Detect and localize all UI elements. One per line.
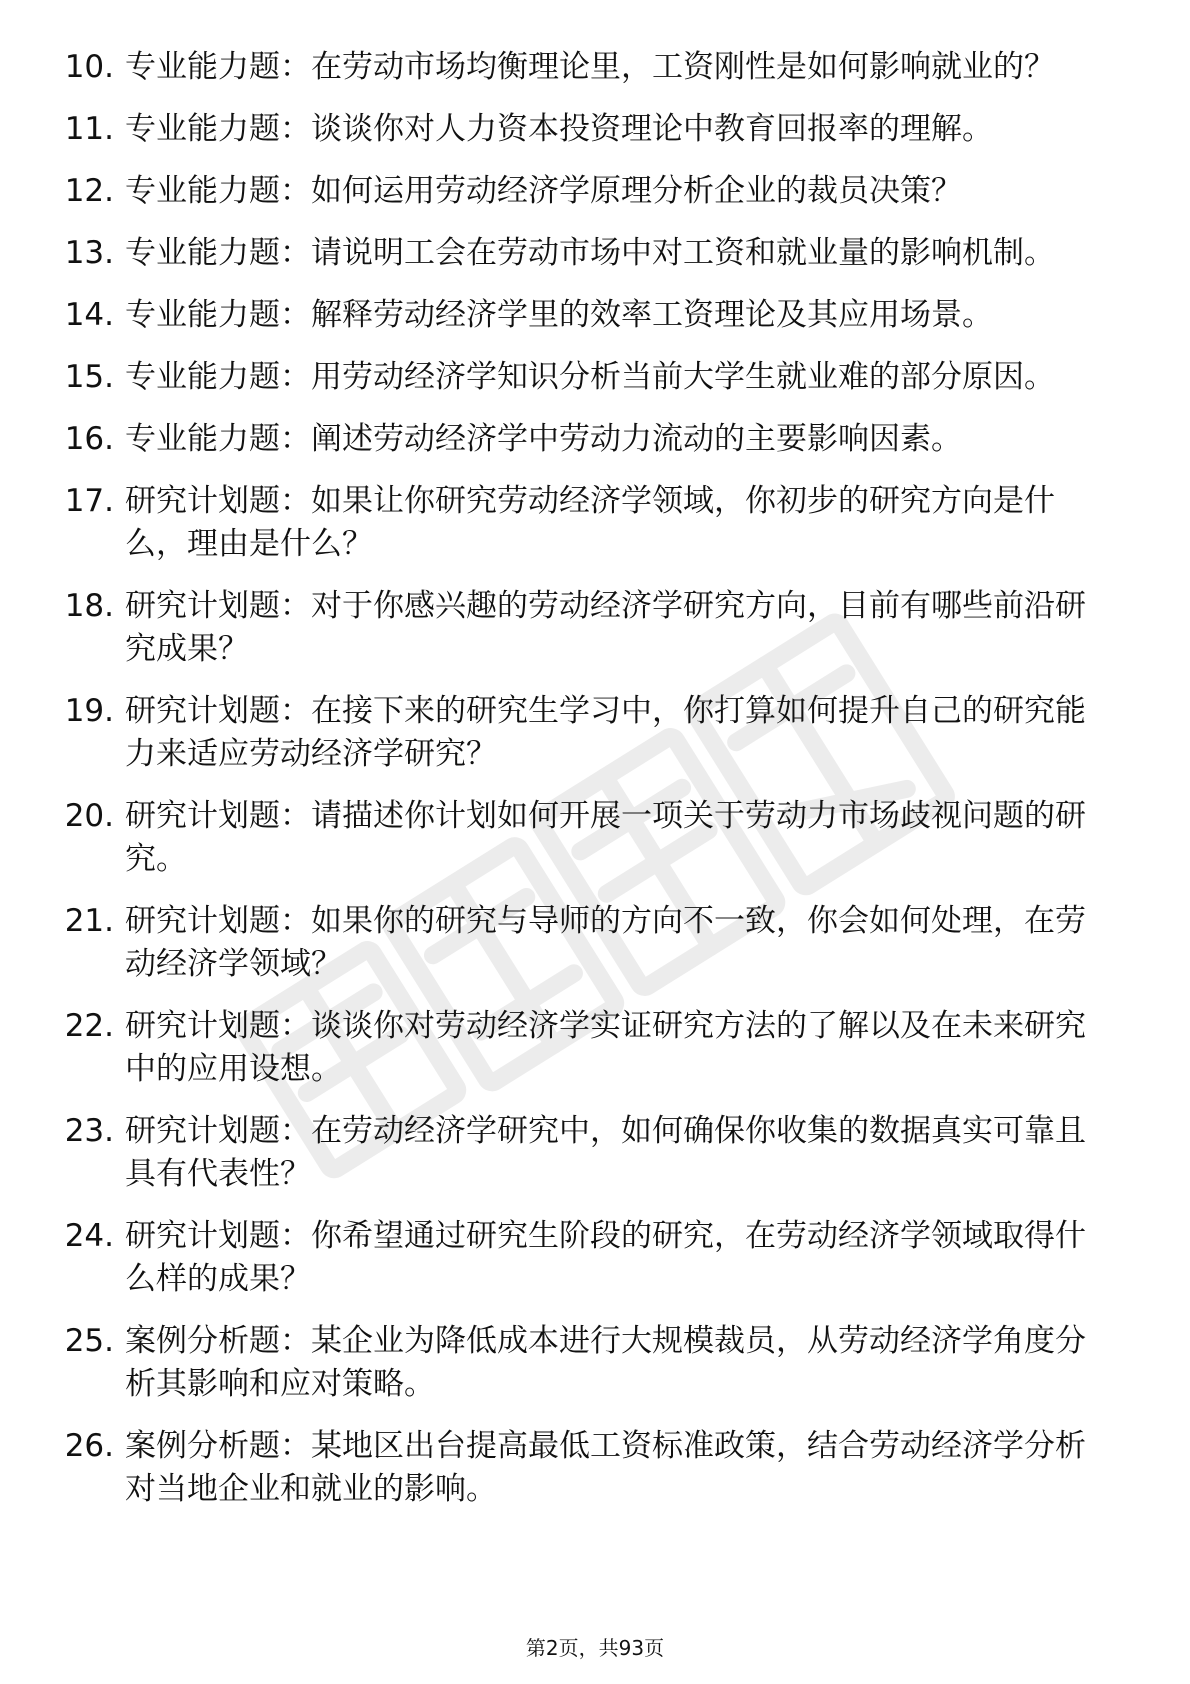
question-item: [0, 232, 1190, 275]
question-item: [0, 170, 1190, 213]
question-text: 专业能力题：请说明工会在劳动市场中对工资和就业量的影响机制。: [125, 235, 1055, 271]
question-text: 专业能力题：用劳动经济学知识分析当前大学生就业难的部分原因。: [125, 359, 1055, 395]
question-number: 12.: [64, 173, 114, 209]
question-text: 专业能力题：阐述劳动经济学中劳动力流动的主要影响因素。: [125, 421, 962, 457]
question-text: 案例分析题：某企业为降低成本进行大规模裁员，从劳动经济学角度分析其影响和应对策略。: [125, 1323, 1086, 1402]
question-item: [0, 900, 1190, 986]
question-item: [0, 585, 1190, 671]
question-number: 20.: [64, 798, 114, 834]
question-item: [0, 1110, 1190, 1196]
question-item: [0, 1005, 1190, 1091]
question-number: 25.: [64, 1323, 114, 1359]
question-number: 19.: [64, 693, 114, 729]
question-number: 17.: [64, 483, 114, 519]
question-item: [0, 46, 1190, 89]
question-number: 18.: [64, 588, 114, 624]
question-number: 15.: [64, 359, 114, 395]
question-number: 26.: [64, 1428, 114, 1464]
question-item: [0, 356, 1190, 399]
question-item: [0, 690, 1190, 776]
question-item: [0, 480, 1190, 566]
page-footer: 第2页，共93页: [525, 1636, 665, 1660]
question-number: 24.: [64, 1218, 114, 1254]
question-text: 案例分析题：某地区出台提高最低工资标准政策，结合劳动经济学分析对当地企业和就业的影响。: [125, 1428, 1086, 1507]
question-item: [0, 108, 1190, 151]
question-text: 研究计划题：你希望通过研究生阶段的研究，在劳动经济学领域取得什么样的成果？: [125, 1218, 1086, 1297]
question-text: 研究计划题：在接下来的研究生学习中，你打算如何提升自己的研究能力来适应劳动经济学研究？: [125, 693, 1086, 772]
question-item: [0, 418, 1190, 461]
question-number: 11.: [64, 111, 114, 147]
question-text: 研究计划题：对于你感兴趣的劳动经济学研究方向，目前有哪些前沿研究成果？: [125, 588, 1086, 667]
question-number: 14.: [64, 297, 114, 333]
question-text: 研究计划题：在劳动经济学研究中，如何确保你收集的数据真实可靠且具有代表性？: [125, 1113, 1086, 1192]
question-number: 10.: [64, 49, 114, 85]
question-list: [0, 46, 1190, 1530]
question-number: 16.: [64, 421, 114, 457]
question-text: 专业能力题：谈谈你对人力资本投资理论中教育回报率的理解。: [125, 111, 993, 147]
question-text: 研究计划题：如果你的研究与导师的方向不一致，你会如何处理，在劳动经济学领域？: [125, 903, 1086, 982]
question-number: 23.: [64, 1113, 114, 1149]
question-item: [0, 795, 1190, 881]
question-item: [0, 1425, 1190, 1511]
question-text: 专业能力题：在劳动市场均衡理论里，工资刚性是如何影响就业的？: [125, 49, 1055, 85]
question-item: [0, 294, 1190, 337]
question-item: [0, 1215, 1190, 1301]
question-number: 21.: [64, 903, 114, 939]
question-number: 13.: [64, 235, 114, 271]
question-text: 研究计划题：请描述你计划如何开展一项关于劳动力市场歧视问题的研究。: [125, 798, 1086, 877]
question-text: 专业能力题：解释劳动经济学里的效率工资理论及其应用场景。: [125, 297, 993, 333]
question-text: 研究计划题：谈谈你对劳动经济学实证研究方法的了解以及在未来研究中的应用设想。: [125, 1008, 1086, 1087]
question-text: 专业能力题：如何运用劳动经济学原理分析企业的裁员决策？: [125, 173, 962, 209]
question-number: 22.: [64, 1008, 114, 1044]
question-item: [0, 1320, 1190, 1406]
question-text: 研究计划题：如果让你研究劳动经济学领域，你初步的研究方向是什么，理由是什么？: [125, 483, 1055, 562]
